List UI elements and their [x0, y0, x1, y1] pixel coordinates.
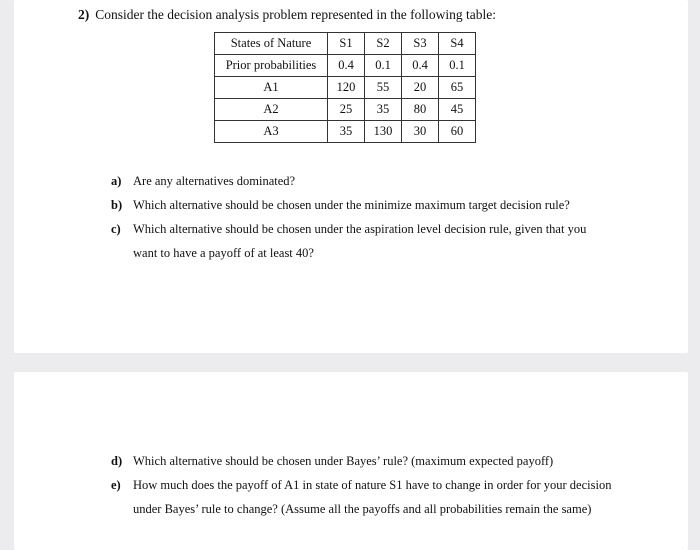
sub-question-c — [111, 217, 613, 265]
table-cell: A3 — [215, 121, 328, 143]
table-cell: 35 — [365, 99, 402, 121]
question-text: Consider the decision analysis problem represented in the following table: — [95, 7, 497, 22]
table-cell: 0.4 — [402, 55, 439, 77]
sub-question-e — [111, 473, 613, 521]
table-cell: 25 — [328, 99, 365, 121]
sub-question-list — [111, 449, 613, 521]
question-card-bottom — [14, 372, 688, 550]
table-cell: S1 — [328, 33, 365, 55]
sub-question-letter: e) — [111, 478, 121, 492]
table-cell: 20 — [402, 77, 439, 99]
sub-question-text: Which alternative should be chosen under the minimize maximum target decision rule? — [133, 198, 570, 212]
table-cell: S2 — [365, 33, 402, 55]
question-title — [78, 7, 496, 23]
table-cell: 130 — [365, 121, 402, 143]
sub-question-b — [111, 193, 613, 217]
sub-question-d — [111, 449, 613, 473]
table-cell: S4 — [439, 33, 476, 55]
sub-question-text: Which alternative should be chosen under the aspiration level decision rule, given that you want to have a payoff of at least 40? — [133, 222, 587, 260]
table-cell: 30 — [402, 121, 439, 143]
question-card-top — [14, 0, 688, 353]
table-cell: 55 — [365, 77, 402, 99]
sub-question-list — [111, 169, 613, 265]
table-header-row — [215, 33, 476, 55]
table-row — [215, 77, 476, 99]
question-number: 2) — [78, 7, 90, 22]
sub-question-letter: c) — [111, 222, 121, 236]
table-cell: S3 — [402, 33, 439, 55]
table-cell: A1 — [215, 77, 328, 99]
table-row — [215, 99, 476, 121]
sub-question-text: Which alternative should be chosen under Bayes’ rule? (maximum expected payoff) — [133, 454, 554, 468]
table-probability-row — [215, 55, 476, 77]
sub-question-letter: a) — [111, 174, 122, 188]
table-cell: 0.1 — [365, 55, 402, 77]
table-cell: 45 — [439, 99, 476, 121]
sub-question-letter: d) — [111, 454, 123, 468]
table-cell: 65 — [439, 77, 476, 99]
sub-question-text: Are any alternatives dominated? — [133, 174, 296, 188]
table-cell: States of Nature — [215, 33, 328, 55]
table-cell: 120 — [328, 77, 365, 99]
table-cell: 35 — [328, 121, 365, 143]
sub-question-letter: b) — [111, 198, 123, 212]
sub-question-text: How much does the payoff of A1 in state of nature S1 have to change in order for your decision under Bayes’ rule to change? (Assume all the payoffs and all probabilities remain the same) — [133, 478, 612, 516]
table-cell: 80 — [402, 99, 439, 121]
table-cell: Prior probabilities — [215, 55, 328, 77]
decision-table — [214, 32, 476, 143]
table-cell: 0.1 — [439, 55, 476, 77]
sub-question-a — [111, 169, 613, 193]
table-cell: A2 — [215, 99, 328, 121]
table-cell: 0.4 — [328, 55, 365, 77]
table-cell: 60 — [439, 121, 476, 143]
table-row — [215, 121, 476, 143]
